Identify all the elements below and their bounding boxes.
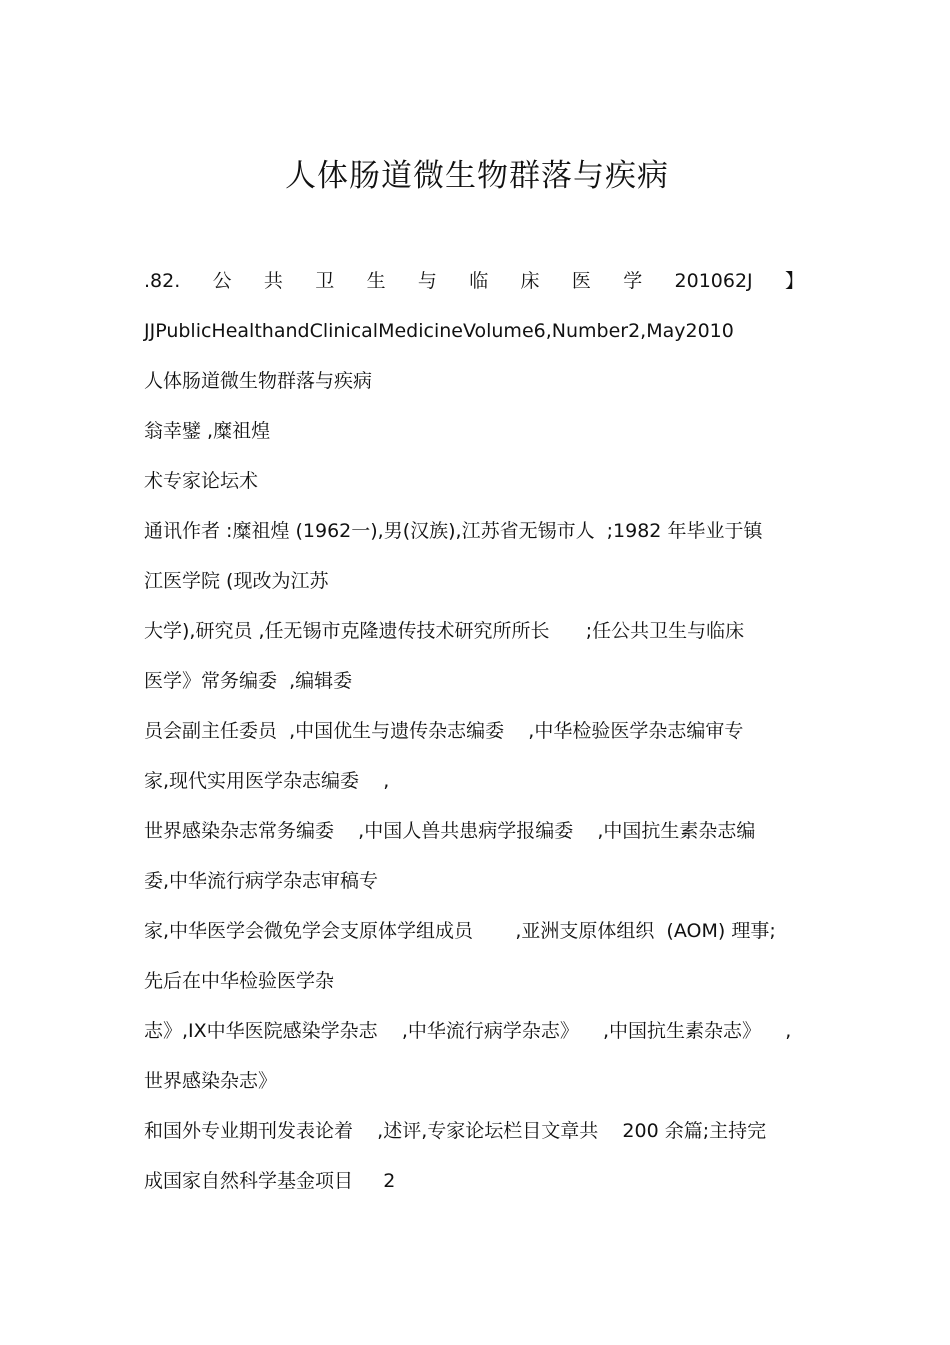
- text-line: 大学),研究员 ,任无锡市克隆遗传技术研究所所长 ;任公共卫生与临床: [144, 620, 745, 642]
- page-number: .82.: [144, 270, 181, 292]
- text-line: 先后在中华检验医学杂: [144, 970, 335, 992]
- text-line: 志》,IX中华医院感染学杂志 ,中华流行病学杂志》 ,中国抗生素杂志》 ,: [144, 1020, 792, 1042]
- journal-char: 学: [623, 270, 643, 292]
- journal-bracket: 】: [784, 270, 804, 292]
- text-line: 江医学院 (现改为江苏: [144, 570, 329, 592]
- journal-header: [144, 266, 804, 296]
- text-line: 家,中华医学会微免学会支原体学组成员 ,亚洲支原体组织 (AOM) 理事;: [144, 920, 776, 942]
- journal-issue: 201062J: [674, 270, 753, 292]
- journal-char: 公: [212, 270, 232, 292]
- journal-char: 床: [520, 270, 540, 292]
- journal-char: 与: [417, 270, 437, 292]
- journal-english-line: JJPublicHealthandClinicalMedicineVolume6,Number2,May2010: [144, 320, 734, 342]
- text-line: 和国外专业期刊发表论着 ,述评,专家论坛栏目文章共 200 余篇;主持完: [144, 1120, 767, 1142]
- text-line: 通讯作者 :糜祖煌 (1962一),男(汉族),江苏省无锡市人 ;1982 年毕业于镇: [144, 520, 763, 542]
- page-title: 人体肠道微生物群落与疾病: [285, 158, 669, 194]
- article-title: 人体肠道微生物群落与疾病: [144, 370, 373, 392]
- journal-char: 卫: [315, 270, 335, 292]
- journal-char: 共: [263, 270, 283, 292]
- text-line: 委,中华流行病学杂志审稿专: [144, 870, 379, 892]
- text-line: 家,现代实用医学杂志编委 ,: [144, 770, 390, 792]
- text-line: 医学》常务编委 ,编辑委: [144, 670, 353, 692]
- text-line: 成国家自然科学基金项目 2: [144, 1170, 396, 1192]
- journal-char: 医: [571, 270, 591, 292]
- text-line: 世界感染杂志》: [144, 1070, 278, 1092]
- text-line: 员会副主任委员 ,中国优生与遗传杂志编委 ,中华检验医学杂志编审专: [144, 720, 744, 742]
- text-line: 世界感染杂志常务编委 ,中国人兽共患病学报编委 ,中国抗生素杂志编: [144, 820, 756, 842]
- journal-char: 临: [469, 270, 489, 292]
- journal-char: 生: [366, 270, 386, 292]
- authors: 翁幸鐾 ,糜祖煌: [144, 420, 271, 442]
- section-label: 术专家论坛术: [144, 470, 259, 492]
